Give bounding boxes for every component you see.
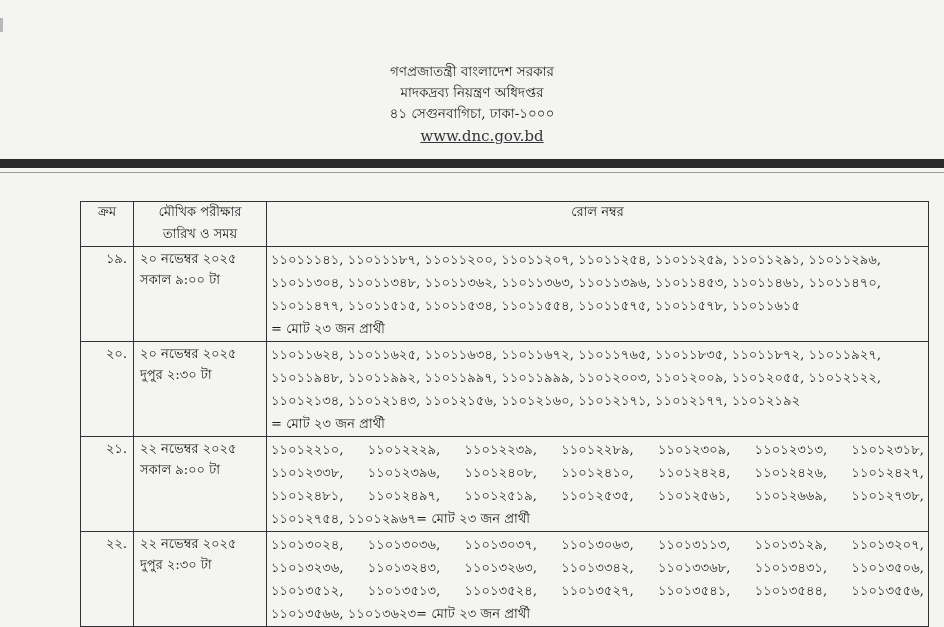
row-serial: ২১. (81, 437, 134, 532)
roll-line: ১১০১২৪৮১, ১১০১২৪৯৭, ১১০১২৫১৯, ১১০১২৫৩৫, ১১০১২৫৬১, ১১০১২৬৬৯, ১১০১২৭৩৮, (271, 489, 924, 504)
roll-line: ১১০১২২১০, ১১০১২২২৯, ১১০১২২৩৯, ১১০১২২৮৯, ১১০১২৩০৯, ১১০১২৩১৩, ১১০১২৩১৮, (271, 443, 924, 458)
roll-line: ১১০১১৯৪৮, ১১০১১৯৯২, ১১০১১৯৯৭, ১১০১১৯৯৯, ১১০১২০০৩, ১১০১২০০৯, ১১০১২০৫৫, ১১০১২১২২, (271, 371, 882, 386)
roll-total: = মোট ২৩ জন প্রার্থী (271, 417, 385, 432)
row-roll-numbers (267, 532, 929, 627)
roll-line: ১১০১৩৫১২, ১১০১৩৫১৩, ১১০১৩৫২৪, ১১০১৩৫২৭, ১১০১৩৫৪১, ১১০১৩৫৪৪, ১১০১৩৫৫৬, (271, 584, 924, 599)
header-date-line1: মৌখিক পরীক্ষার (158, 205, 242, 220)
roll-line: ১১০১২৩৩৮, ১১০১২৩৯৬, ১১০১২৪০৮, ১১০১২৪১০, ১১০১২৪২৪, ১১০১২৪২৬, ১১০১২৪২৭, (271, 466, 924, 481)
government-name: গণপ্রজাতন্ত্রী বাংলাদেশ সরকার (390, 64, 554, 80)
header-serial: ক্রম (81, 202, 134, 247)
row-date-time (134, 532, 267, 627)
roll-line: ১১০১৩০২৪, ১১০১৩০৩৬, ১১০১৩০৩৭, ১১০১৩০৬৩, ১১০১৩১১৩, ১১০১৩১২৯, ১১০১৩২০৭, (271, 538, 924, 553)
row-roll-numbers (267, 342, 929, 437)
row-time: সকাল ৯:০০ টা (140, 463, 220, 478)
header-date-line2: তারিখ ও সময় (162, 227, 238, 242)
table-row (81, 437, 929, 532)
office-address: ৪১ সেগুনবাগিচা, ঢাকা-১০০০ (389, 106, 555, 122)
header-divider (0, 159, 944, 168)
roll-line: ১১০১২১৩৪, ১১০১২১৪৩, ১১০১২১৫৬, ১১০১২১৬০, ১১০১২১৭১, ১১০১২১৭৭, ১১০১২১৯২ (271, 394, 801, 409)
row-roll-numbers (267, 247, 929, 342)
row-date-time (134, 247, 267, 342)
roll-line: ১১০১৩২৩৬, ১১০১৩২৪৩, ১১০১৩২৬৩, ১১০১৩৩৪২, ১১০১৩৩৬৮, ১১০১৩৪৩১, ১১০১৩৫০৬, (271, 561, 924, 576)
roll-line: ১১০১১৩০৪, ১১০১১৩৪৮, ১১০১১৩৬২, ১১০১১৩৬৩, ১১০১১৩৯৬, ১১০১১৪৫৩, ১১০১১৪৬১, ১১০১১৪৭০, (271, 276, 882, 291)
roll-line-with-total: ১১০১২৭৫৪, ১১০১২৯৬৭= মোট ২৩ জন প্রার্থী (271, 512, 531, 527)
row-time: দুপুর ২:৩০ টা (140, 368, 212, 383)
row-time: সকাল ৯:০০ টা (140, 273, 220, 288)
row-serial: ১৯. (81, 247, 134, 342)
roll-line: ১১০১১১৪১, ১১০১১১৮৭, ১১০১১২০০, ১১০১১২০৭, ১১০১১২৫৪, ১১০১১২৫৯, ১১০১১২৯১, ১১০১১২৯৬, (271, 253, 882, 268)
header-divider-thin (0, 172, 944, 173)
table-row (81, 247, 929, 342)
roll-line-with-total: ১১০১৩৫৬৬, ১১০১৩৬২৩= মোট ২৩ জন প্রার্থী (271, 607, 531, 622)
row-date: ২০ নভেম্বর ২০২৫ (140, 347, 237, 362)
department-name: মাদকদ্রব্য নিয়ন্ত্রণ অধিদপ্তর (400, 85, 544, 101)
row-date: ২২ নভেম্বর ২০২৫ (140, 442, 237, 457)
table-row (81, 342, 929, 437)
letterhead (0, 62, 944, 147)
header-date-time (134, 202, 267, 247)
row-date-time (134, 437, 267, 532)
roll-line: ১১০১১৪৭৭, ১১০১১৫১৫, ১১০১১৫৩৪, ১১০১১৫৫৪, ১১০১১৫৭৫, ১১০১১৫৭৮, ১১০১১৬১৫ (271, 299, 801, 314)
row-date: ২২ নভেম্বর ২০২৫ (140, 537, 237, 552)
row-serial: ২০. (81, 342, 134, 437)
viva-schedule-table (80, 201, 929, 627)
table-header-row (81, 202, 929, 247)
row-roll-numbers (267, 437, 929, 532)
roll-line: ১১০১১৬২৪, ১১০১১৬২৫, ১১০১১৬৩৪, ১১০১১৬৭২, ১১০১১৭৬৫, ১১০১১৮৩৫, ১১০১১৮৭২, ১১০১১৯২৭, (271, 348, 882, 363)
header-roll: রোল নম্বর (267, 202, 929, 247)
row-time: দুপুর ২:৩০ টা (140, 558, 212, 573)
row-serial: ২২. (81, 532, 134, 627)
roll-total: = মোট ২৩ জন প্রার্থী (271, 322, 385, 337)
table-row (81, 532, 929, 627)
row-date-time (134, 342, 267, 437)
row-date: ২০ নভেম্বর ২০২৫ (140, 252, 237, 267)
page-edge-mark (0, 18, 3, 32)
website-link[interactable]: www.dnc.gov.bd (420, 127, 544, 145)
